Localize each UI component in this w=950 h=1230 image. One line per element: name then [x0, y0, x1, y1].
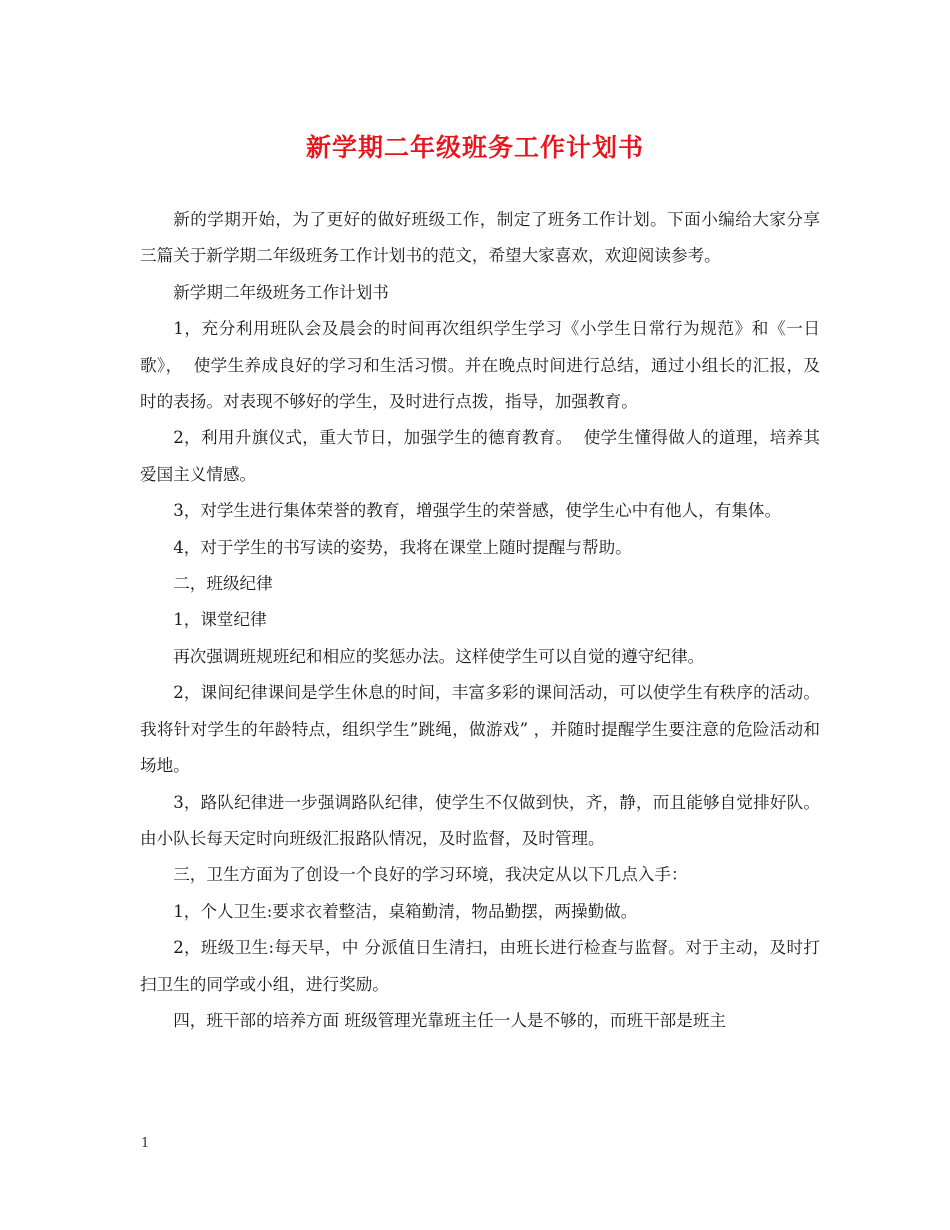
section-heading-hygiene: 三，卫生方面为了创设一个良好的学习环境，我决定从以下几点入手：	[173, 865, 688, 885]
paragraph-item-1: 1，充分利用班队会及晨会的时间再次组织学生学习《小学生日常行为规范》和《一日歌》， 使学生养成良好的学习和生活习惯。并在晚点时间进行总结，通过小组长的汇报，及时的表扬。对表现不够好的学生，及时进行点拨，指导，加强教育。	[140, 319, 820, 412]
paragraph-personal-hygiene: 1，个人卫生:要求衣着整洁，桌箱勤清，物品勤摆，两操勤做。	[173, 901, 638, 921]
section-heading-discipline: 二，班级纪律	[173, 574, 273, 594]
section-heading-cadres: 四，班干部的培养方面 班级管理光靠班主任一人是不够的，而班干部是班主	[173, 1010, 727, 1030]
paragraph-item-3: 3，对学生进行集体荣誉的教育，增强学生的荣誉感，使学生心中有他人，有集体。	[173, 501, 782, 521]
paragraph-intro: 新的学期开始，为了更好的做好班级工作，制定了班务工作计划。下面小编给大家分享三篇关于新学期二年级班务工作计划书的范文，希望大家喜欢，欢迎阅读参考。	[140, 210, 820, 266]
paragraph-item-4: 4，对于学生的书写读的姿势，我将在课堂上随时提醒与帮助。	[173, 537, 632, 557]
page-number: 1	[141, 1136, 150, 1151]
paragraph-item-2: 2，利用升旗仪式，重大节日，加强学生的德育教育。 使学生懂得做人的道理，培养其爱国主义情感。	[140, 428, 820, 484]
subheading-class-discipline: 1，课堂纪律	[173, 610, 267, 630]
paragraph-rules: 再次强调班规班纪和相应的奖惩办法。这样使学生可以自觉的遵守纪律。	[173, 646, 705, 666]
document-body	[140, 202, 820, 1039]
paragraph-line-discipline: 3，路队纪律进一步强调路队纪律，使学生不仅做到快，齐，静，而且能够自觉排好队。由小队长每天定时向班级汇报路队情况，及时监督，及时管理。	[140, 792, 820, 848]
paragraph-class-hygiene: 2，班级卫生:每天早，中 分派值日生清扫，由班长进行检查与监督。对于主动，及时打扫卫生的同学或小组，进行奖励。	[140, 938, 820, 994]
document-title: 新学期二年级班务工作计划书	[305, 133, 644, 162]
paragraph-subtitle: 新学期二年级班务工作计划书	[173, 282, 389, 302]
paragraph-break-discipline: 2，课间纪律课间是学生休息的时间，丰富多彩的课间活动，可以使学生有秩序的活动。我将针对学生的年龄特点，组织学生”跳绳，做游戏” ，并随时提醒学生要注意的危险活动和场地。	[140, 683, 820, 776]
